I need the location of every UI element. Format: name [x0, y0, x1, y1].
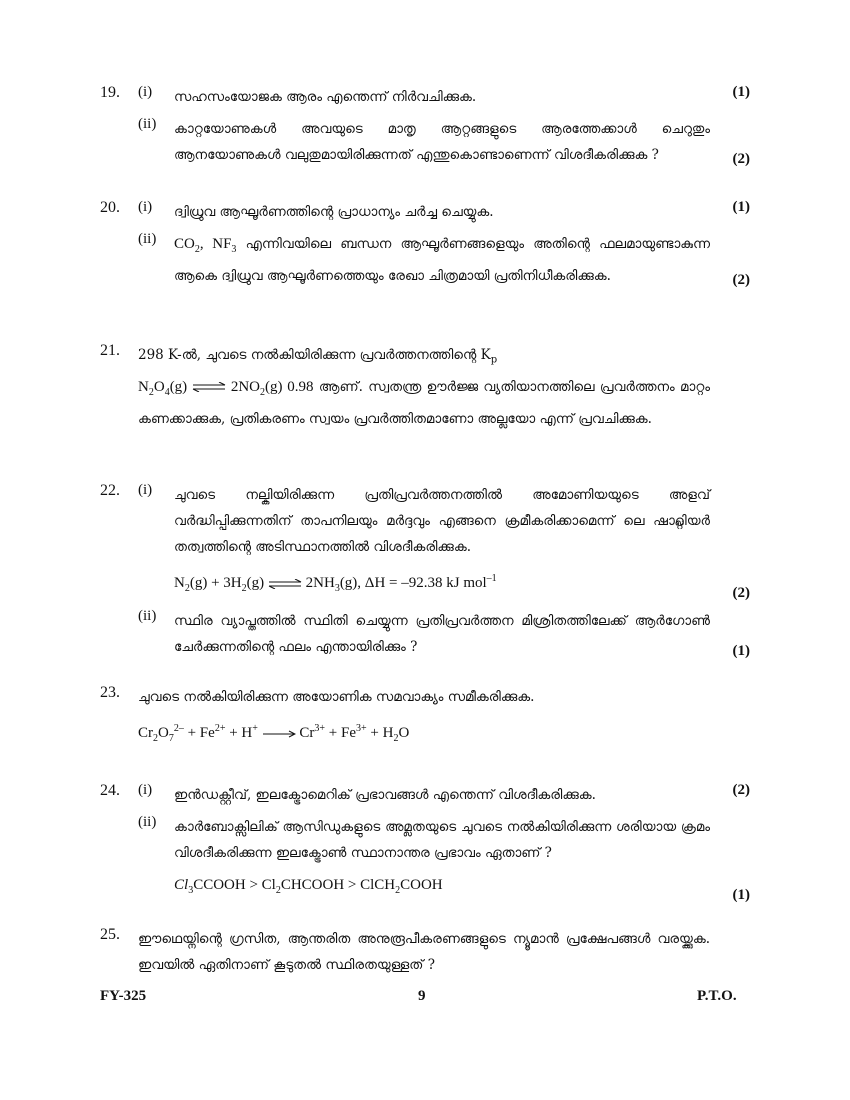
part-text: കാർബോക്സിലിക് ആസിഡുകളുടെ അമ്ലതയുടെ ചുവടെ നൽകിയിരിക്കുന്ന ശരിയായ ക്രമം വിശദീകരിക്കുന്ന ഇലക്ട്രോൺ സ്ഥാനാന്തര പ്രഭാവം ഏതാണ് ?: [174, 819, 710, 861]
reaction-arrow-icon: [262, 729, 296, 739]
question-body: [138, 926, 750, 978]
marks: (2): [732, 151, 750, 167]
part-i: [138, 199, 750, 225]
question-text: 298 K-ൽ, ചുവടെ നൽകിയിരിക്കുന്ന പ്രവർത്തനത്തിന്റെ $K_p$: [138, 347, 498, 366]
part-text: കാറ്റയോണുകൾ അവയുടെ മാതൃ ആറ്റങ്ങളുടെ ആരത്തേക്കാൾ ചെറുതും ആനയോണുകൾ വലുതുമായിരിക്കുന്നത് എന്തുകൊണ്ടാണെന്ന് വിശദീകരിക്കുക ?: [174, 121, 710, 163]
marks: (1): [732, 643, 750, 659]
question-text: $N_2O_4(g)$ $2NO_2(g)$ 0.98 ആണ്. സ്വതന്ത്ര ഊർജ്ജ വ്യതിയാനത്തിലെ പ്രവർത്തനം മാറ്റം കണക്കാക്കുക, പ്രതികരണം സ്വയം പ്രവർത്തിതമാണോ അല്ലയോ എന്ന് പ്രവചിക്കുക.: [138, 378, 710, 427]
question-21: [100, 342, 750, 432]
part-text: ഇൻഡക്റ്റീവ്, ഇലക്ട്രോമെറിക് പ്രഭാവങ്ങൾ എന്തെന്ന് വിശദീകരിക്കുക.: [174, 787, 596, 803]
part-roman: (ii): [138, 814, 157, 830]
part-text: ചുവടെ നല്കിയിരിക്കുന്ന പ്രതിപ്രവർത്തനത്തിൽ അമോണിയയുടെ അളവ് വർദ്ധിപ്പിക്കുന്നതിന് താപനിലയും മർദ്ദവും എങ്ങനെ ക്രമീകരിക്കാമെന്ന് ലെ ഷാറ്റ്ലിയർ തത്വത്തിന്റെ അടിസ്ഥാനത്തിൽ വിശദീകരിക്കുക.: [174, 487, 710, 555]
part-ii: [138, 116, 750, 168]
equilibrium-arrow-icon: [192, 382, 226, 392]
question-24: [100, 782, 750, 904]
question-number: 20.: [100, 199, 120, 216]
question-number: 21.: [100, 342, 120, 359]
marks: (2): [732, 782, 750, 798]
question-25: [100, 926, 750, 978]
part-i: [138, 84, 750, 110]
question-text: ഈഥെയ്നിന്റെ ഗ്രസിത, ആന്തരിത അനുരൂപീകരണങ്ങളുടെ ന്യൂമാൻ പ്രക്ഷേപങ്ങൾ വരയ്ക്കുക. ഇവയിൽ ഏതിനാണ് കൂടുതൽ സ്ഥിരതയുള്ളത് ?: [138, 931, 710, 973]
part-roman: (i): [138, 84, 153, 100]
part-ii: [138, 814, 750, 904]
question-23: [100, 684, 750, 752]
part-ii: [138, 608, 750, 660]
part-roman: (i): [138, 782, 153, 798]
marks: (1): [732, 199, 750, 215]
part-text: സ്ഥിര വ്യാപ്തത്തിൽ സ്ഥിതി ചെയ്യുന്ന പ്രതിപ്രവർത്തന മിശ്രിതത്തിലേക്ക് ആർഗോൺ ചേർക്കുന്നതിന്റെ ഫലം എന്തായിരിക്കും ?: [174, 613, 710, 655]
question-text: ചുവടെ നൽകിയിരിക്കുന്ന അയോണിക സമവാക്യം സമീകരിക്കുക.: [138, 689, 535, 705]
question-number: 23.: [100, 684, 120, 701]
marks: (1): [732, 84, 750, 100]
part-text: $CO_2$, $NF_3$ എന്നിവയിലെ ബന്ധന ആഘൂർണങ്ങളെയും അതിന്റെ ഫലമായുണ്ടാകുന്ന ആകെ ദ്വിധ്രുവ ആഘൂർണത്തെയും രേഖാ ചിത്രമായി പ്രതിനിധീകരിക്കുക.: [174, 236, 710, 284]
page-number: 9: [418, 988, 426, 1004]
equilibrium-equation: $N_2O_4(g)$ $2NO_2(g)$ 0.98: [138, 378, 314, 398]
question-body: [138, 342, 750, 432]
question-number: 22.: [100, 482, 120, 499]
part-roman: (i): [138, 482, 153, 498]
ionic-equation: $Cr_2O_7^{2-} + Fe^{2+} + H^+$ $Cr^{3+} + Fe^{3+} + H_2O$: [138, 723, 410, 744]
paper-code: FY-325: [100, 988, 147, 1004]
question-body: [138, 684, 750, 752]
question-number: 24.: [100, 782, 120, 799]
part-roman: (ii): [138, 231, 157, 247]
part-roman: (i): [138, 199, 153, 215]
question-20: [100, 199, 750, 289]
acidity-order: $Cl_3CCOOH$ > $Cl_2CHCOOH$ > ClCH$_2$COOH: [174, 877, 443, 896]
formula-co2: $CO_2$, $NF_3$: [174, 236, 237, 255]
part-roman: (ii): [138, 608, 157, 624]
question-22: [100, 482, 750, 660]
part-ii: [138, 231, 750, 289]
question-19: [100, 84, 750, 168]
question-number: 25.: [100, 926, 120, 943]
question-number: 19.: [100, 84, 120, 101]
pto-label: P.T.O.: [697, 988, 737, 1004]
marks: (2): [732, 272, 750, 288]
marks: (1): [732, 887, 750, 903]
part-i: [138, 782, 750, 808]
part-text: സഹസംയോജക ആരം എന്തെന്ന് നിർവചിക്കുക.: [174, 89, 477, 105]
reaction-equation: $N_2(g) + 3H_2(g)$ $2NH_3(g)$, ΔH = –92.38 kJ mol$^{-1}$: [174, 573, 497, 594]
part-roman: (ii): [138, 116, 157, 132]
part-text: ദ്വിധ്രുവ ആഘൂർണത്തിന്റെ പ്രാധാന്യം ചർച്ച ചെയ്യുക.: [174, 204, 494, 220]
part-i: [138, 482, 750, 602]
equilibrium-arrow-icon: [268, 579, 302, 589]
marks: (2): [732, 585, 750, 601]
